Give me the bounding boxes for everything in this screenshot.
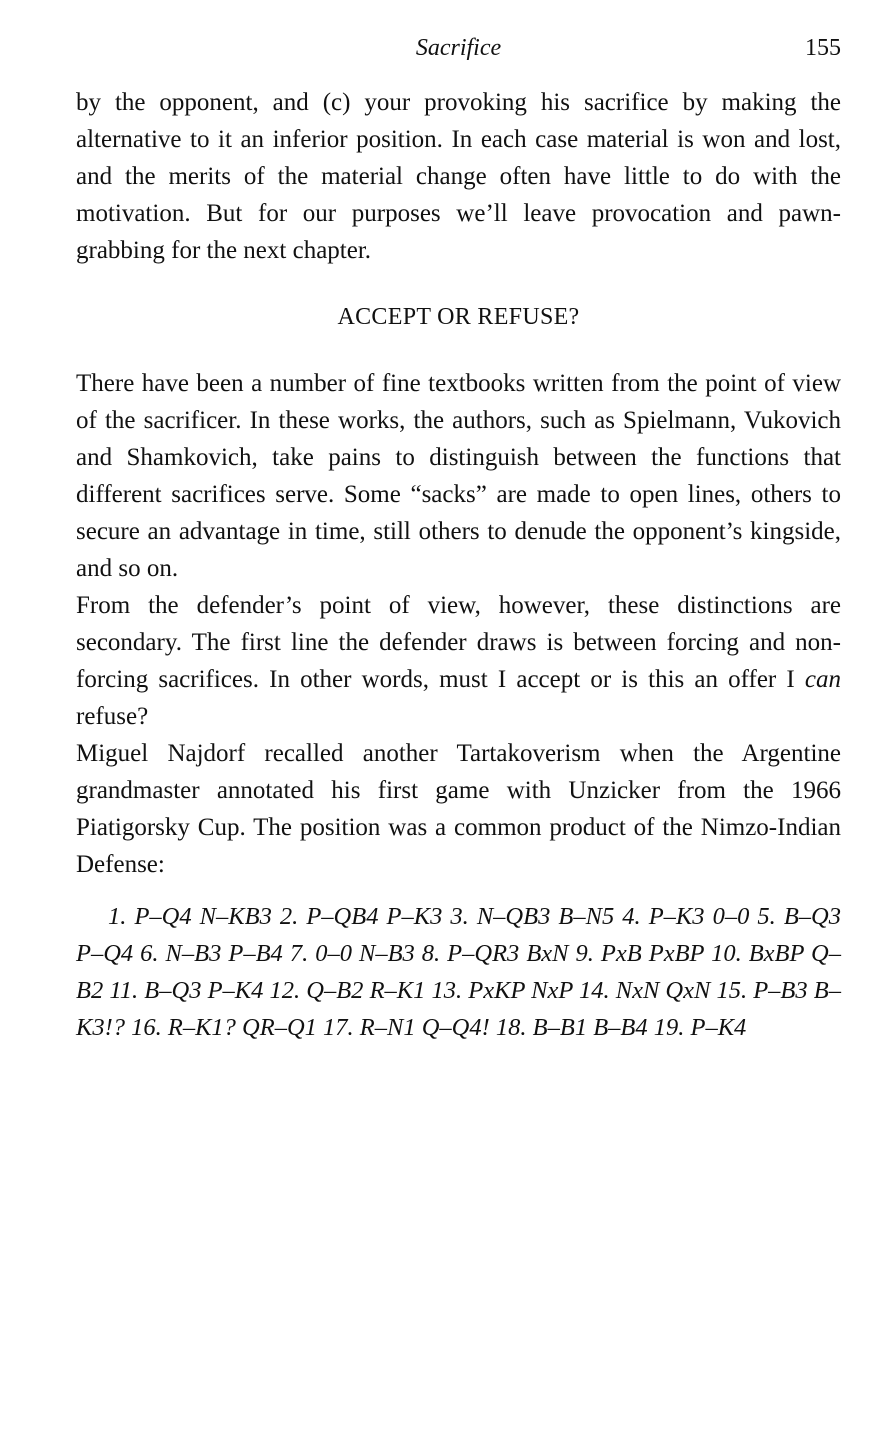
running-head	[76, 30, 841, 66]
book-page	[76, 30, 841, 1046]
running-title: Sacrifice	[415, 35, 502, 61]
page-number: 155	[805, 35, 841, 61]
game-moves: 1. P–Q4 N–KB3 2. P–QB4 P–K3 3. N–QB3 B–N5 4. P–K3 0–0 5. B–Q3 P–Q4 6. N–B3 P–B4 7. 0–0 N–B3 8. P–QR3 BxN 9. PxB PxBP 10. BxBP Q–B2 11. B–Q3 P–K4 12. Q–B2 R–K1 13. PxKP NxP 14. NxN QxN 15. P–B3 B–K3!? 16. R–K1? QR–Q1 17. R–N1 Q–Q4! 18. B–B1 B–B4 19. P–K4	[76, 903, 841, 1041]
paragraph-najdorf: Miguel Najdorf recalled another Tartakoverism when the Argentine grandmaster annotated his first game with Unzicker from the 1966 Piatigorsky Cup. The position was a common product of the Nimzo-Indian Defense:	[76, 740, 841, 878]
paragraph-defender-emphasis: can	[804, 666, 841, 693]
paragraph-defender	[76, 587, 841, 735]
section-heading: ACCEPT OR REFUSE?	[337, 304, 580, 330]
paragraph-defender-start: From the defender’s point of view, however, these distinctions are secondary. The first line the defender draws is between forcing and non-forcing sacrifices. In other words, must I accept or is this an offer I	[76, 592, 841, 693]
paragraph-textbooks: There have been a number of fine textbooks written from the point of view of the sacrificer. In these works, the authors, such as Spielmann, Vukovich and Shamkovich, take pains to distinguish between the functions that different sacrifices serve. Some “sacks” are made to open lines, others to secure an advantage in time, still others to denude the opponent’s kingside, and so on.	[76, 370, 841, 582]
paragraph-defender-end: refuse?	[76, 703, 149, 730]
opening-paragraph: by the opponent, and (c) your provoking his sacrifice by making the alternative to it an inferior position. In each case material is won and lost, and the merits of the material change often have little to do with the motivation. But for our purposes we’ll leave provocation and pawn-grabbing for the next chapter.	[76, 89, 841, 264]
